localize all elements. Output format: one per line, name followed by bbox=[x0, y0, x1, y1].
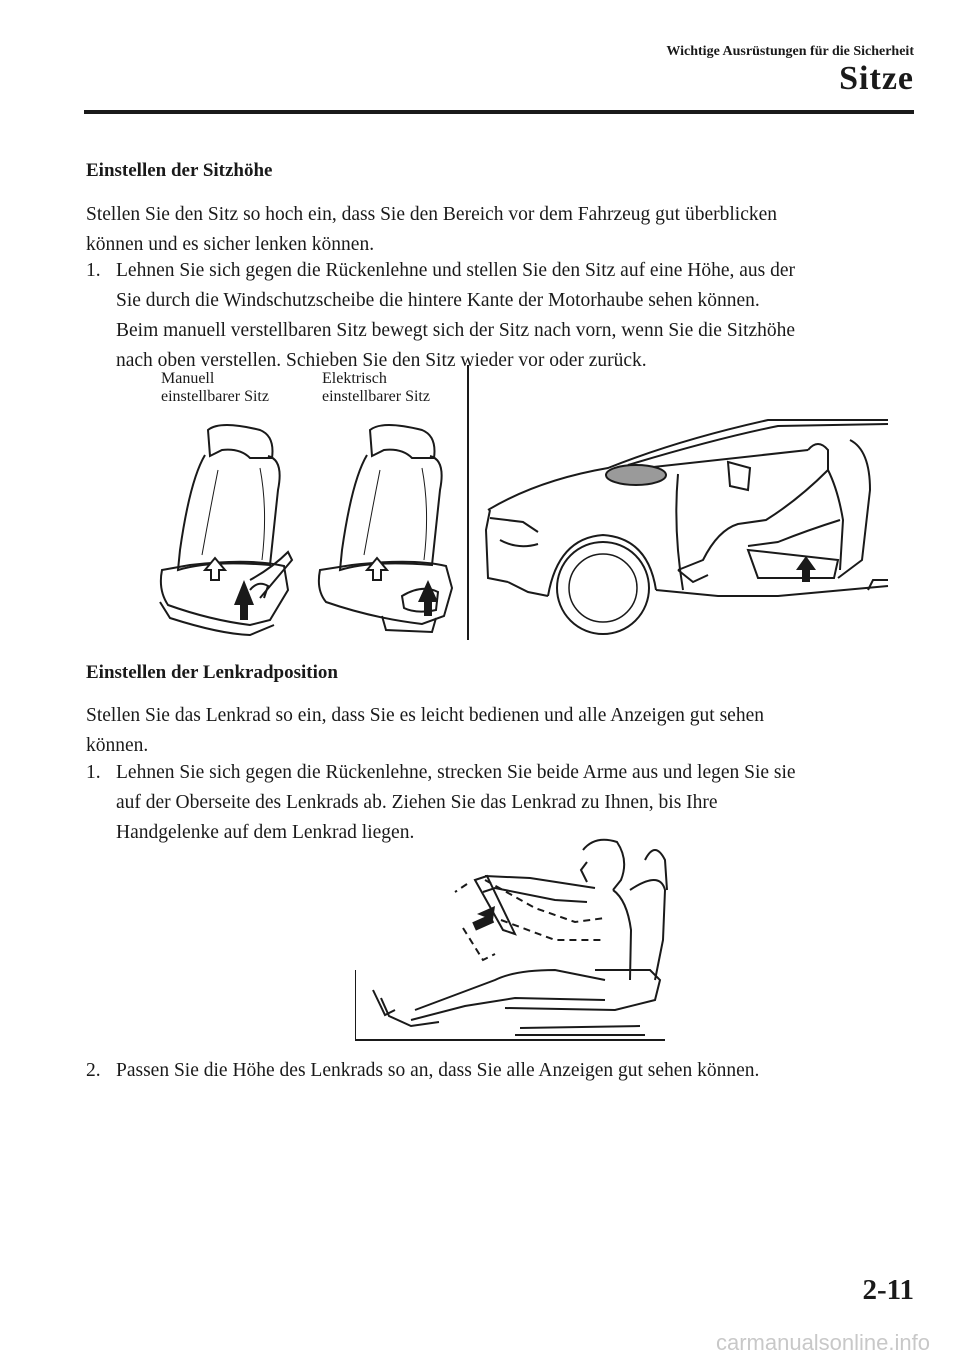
step-number: 2. bbox=[86, 1060, 101, 1081]
page-number: 2-11 bbox=[862, 1274, 914, 1306]
text-line: können und es sicher lenken können. bbox=[86, 234, 375, 255]
text-line: Lehnen Sie sich gegen die Rückenlehne und stellen Sie den Sitz auf eine Höhe, aus der bbox=[116, 260, 796, 281]
caption-manual-seat bbox=[161, 370, 269, 406]
seat-height-step-1 bbox=[116, 256, 906, 376]
steering-wheel-driver-illustration bbox=[355, 830, 675, 1050]
text-line: Beim manuell verstellbaren Sitz bewegt sich der Sitz nach vorn, wenn Sie die Sitzhöhe bbox=[116, 320, 796, 341]
text-line: Lehnen Sie sich gegen die Rückenlehne, strecken Sie beide Arme aus und legen Sie sie bbox=[116, 762, 796, 783]
page-title: Sitze bbox=[839, 60, 914, 97]
text-line: Handgelenke auf dem Lenkrad liegen. bbox=[116, 822, 415, 843]
caption-line: Manuell bbox=[161, 370, 215, 387]
car-driver-view-illustration bbox=[478, 410, 898, 640]
text-line: Stellen Sie den Sitz so hoch ein, dass Sie den Bereich vor dem Fahrzeug gut überblicken bbox=[86, 204, 778, 225]
seat-height-heading: Einstellen der Sitzhöhe bbox=[86, 160, 273, 181]
text-line: nach oben verstellen. Schieben Sie den Sitz wieder vor oder zurück. bbox=[116, 350, 647, 371]
caption-line: Elektrisch bbox=[322, 370, 387, 387]
caption-line: einstellbarer Sitz bbox=[322, 388, 430, 405]
text-line: können. bbox=[86, 735, 149, 756]
text-line: Stellen Sie das Lenkrad so ein, dass Sie es leicht bedienen und alle Anzeigen gut sehen bbox=[86, 705, 764, 726]
steering-heading: Einstellen der Lenkradposition bbox=[86, 662, 338, 683]
watermark: carmanualsonline.info bbox=[715, 1330, 930, 1355]
text-line: Sie durch die Windschutzscheibe die hintere Kante der Motorhaube sehen können. bbox=[116, 290, 760, 311]
text-line: auf der Oberseite des Lenkrads ab. Ziehen Sie das Lenkrad zu Ihnen, bis Ihre bbox=[116, 792, 718, 813]
caption-line: einstellbarer Sitz bbox=[161, 388, 269, 405]
section-header: Wichtige Ausrüstungen für die Sicherheit bbox=[666, 44, 914, 59]
seat-height-intro bbox=[86, 200, 906, 260]
step-number: 1. bbox=[86, 762, 101, 783]
caption-electric-seat bbox=[322, 370, 430, 406]
manual-seat-illustration bbox=[150, 420, 300, 640]
step-number: 1. bbox=[86, 260, 101, 281]
header-divider bbox=[84, 110, 914, 114]
electric-seat-illustration bbox=[312, 420, 462, 640]
steering-intro bbox=[86, 701, 906, 761]
figure-divider bbox=[466, 365, 470, 640]
steering-step-2: Passen Sie die Höhe des Lenkrads so an, dass Sie alle Anzeigen gut sehen können. bbox=[116, 1060, 760, 1081]
